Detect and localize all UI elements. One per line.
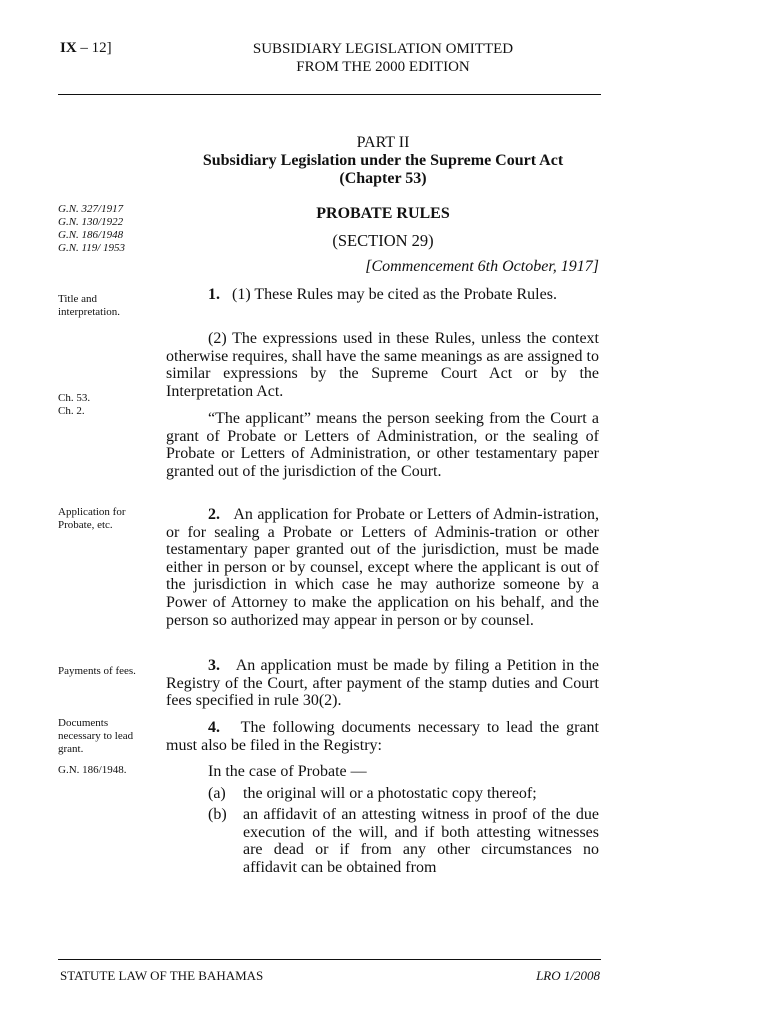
margin-note-line: grant.	[58, 743, 84, 755]
page-number-rest: – 12]	[76, 40, 112, 56]
margin-note-chapters	[58, 392, 148, 418]
list-item-text: the original will or a photostatic copy thereof;	[243, 785, 537, 802]
rule-text: (1) These Rules may be cited as the Probate Rules.	[232, 286, 557, 303]
rule-1-paragraph	[166, 286, 599, 304]
rule-number: 3.	[208, 657, 220, 674]
rule-2-paragraph	[166, 506, 599, 629]
commencement-note: [Commencement 6th October, 1917]	[365, 258, 599, 275]
list-item-label: (b)	[208, 806, 227, 823]
probate-case-intro: In the case of Probate —	[208, 763, 367, 780]
part-title	[166, 152, 600, 188]
rule-number: 4.	[208, 719, 220, 736]
footer-publication: STATUTE LAW OF THE BAHAMAS	[60, 968, 264, 983]
margin-note-line: Ch. 2.	[58, 405, 85, 417]
margin-note-line: Title and	[58, 293, 98, 305]
gazette-notice: G.N. 119/ 1953	[58, 242, 126, 254]
rule-text: The following documents necessary to lead the grant must also be filed in the Registry:	[166, 719, 600, 754]
applicant-definition: “The applicant” means the person seeking from the Court a grant of Probate or Letters of Administration, or the sealing of Probate or Letters of Administration, or other testamentary paper granted out of the jurisdiction of the Court.	[166, 410, 599, 480]
rule-1-2-paragraph: (2) The expressions used in these Rules, unless the context otherwise requires, shall have the same meanings as are assigned to similar expressions by the Supreme Court Act or by the Interpretation Act.	[166, 330, 599, 400]
rules-title: PROBATE RULES	[316, 205, 450, 222]
part-title-line1: Subsidiary Legislation under the Supreme Court Act	[202, 152, 564, 169]
section-reference: (SECTION 29)	[332, 231, 434, 250]
margin-note-fees: Payments of fees.	[58, 665, 136, 677]
page-number	[60, 40, 112, 57]
running-header-line2: FROM THE 2000 EDITION	[296, 59, 470, 75]
rule-text: An application must be made by filing a Petition in the Registry of the Court, after payment of the stamp duties and Court fees specified in rule 30(2).	[166, 657, 600, 710]
margin-note-line: Probate, etc.	[58, 519, 113, 531]
running-header	[200, 40, 566, 76]
gazette-notices	[58, 203, 148, 255]
rule-3-paragraph	[166, 657, 599, 710]
margin-note-line: Ch. 53.	[58, 392, 91, 404]
rule-4-paragraph	[166, 719, 599, 754]
margin-note-application	[58, 506, 148, 532]
list-item-label: (a)	[208, 785, 226, 802]
rule-number: 2.	[208, 506, 220, 523]
margin-note-line: interpretation.	[58, 306, 121, 318]
footer-revision: LRO 1/2008	[536, 968, 600, 983]
part-label: PART II	[356, 134, 410, 151]
margin-note-line: necessary to lead	[58, 730, 134, 742]
header-divider	[58, 94, 601, 95]
rule-number: 1.	[208, 286, 220, 303]
list-item-text: an affidavit of an attesting witness in proof of the due execution of the will, and if both attesting witnesses are dead or if from any other circumstances no affidavit can be obtained from	[243, 806, 599, 876]
gazette-notice: G.N. 130/1922	[58, 216, 124, 228]
margin-note-line: Application for	[58, 506, 126, 518]
margin-note-line: Documents	[58, 717, 109, 729]
page-number-bold: IX	[60, 40, 77, 56]
gazette-notice: G.N. 327/1917	[58, 203, 124, 215]
margin-note-title	[58, 293, 148, 319]
gazette-notice: G.N. 186/1948	[58, 229, 124, 241]
margin-note-documents	[58, 717, 148, 756]
margin-note-gn-1948: G.N. 186/1948.	[58, 764, 127, 776]
footer-divider	[58, 959, 601, 960]
rule-text: An application for Probate or Letters of Admin-istration, or for sealing a Probate or Letters of Adminis-tration or other testamentary paper granted out of the jurisdiction, must be made either in person or by counsel, except where the applicant is out of the jurisdiction in which case he may authorize someone by a Power of Attorney to make the application on his behalf, and the person so authorized may appear in person or by counsel.	[166, 506, 600, 629]
running-header-line1: SUBSIDIARY LEGISLATION OMITTED	[252, 41, 514, 57]
part-title-line2: (Chapter 53)	[339, 170, 427, 187]
